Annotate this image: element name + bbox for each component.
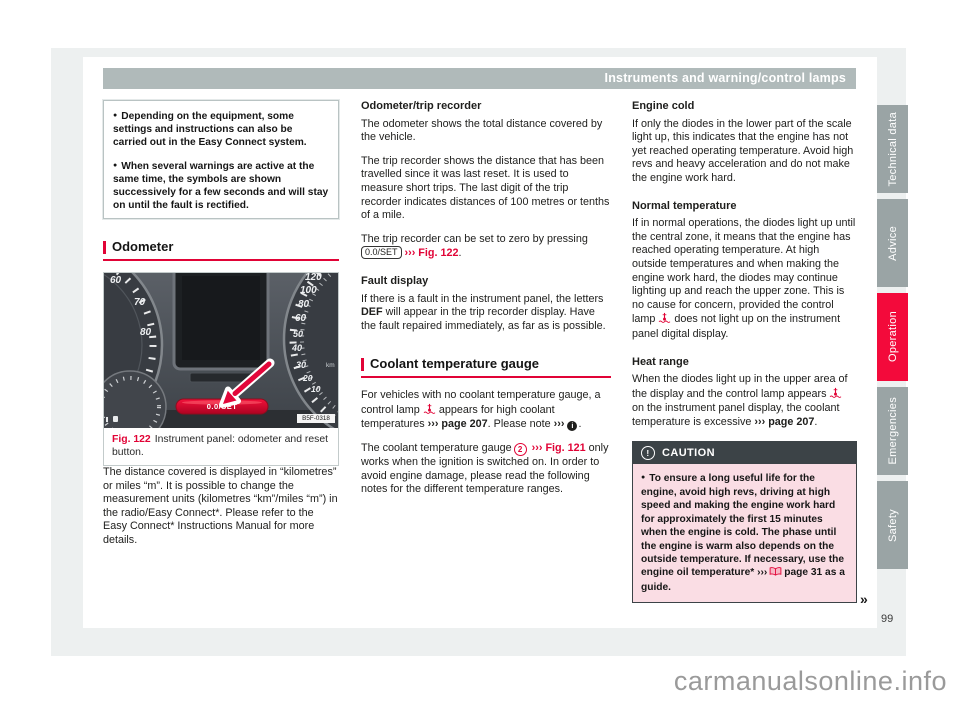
- text-segment: The trip recorder can be set to zero by pressing: [361, 232, 588, 245]
- page-reference: ››› page 207: [754, 415, 815, 428]
- text-segment: For vehicles with no coolant temperature gauge, a control lamp: [361, 388, 601, 416]
- tab-label: Operation: [886, 311, 899, 363]
- coolant-temperature-icon: [829, 387, 842, 403]
- section-title-coolant: Coolant temperature gauge: [361, 357, 611, 378]
- sidebar-tab-advice: [877, 199, 908, 287]
- paragraph: If only the diodes in the lower part of the scale light up, this indicates that the engine has not yet reached operating temperature. Avoid high revs and heavy acceleration and do not make the engine work hard.: [632, 117, 854, 184]
- notice-text: When several warnings are active at the same time, the symbols are shown successively for a few seconds and will stay on until the fault is rectified.: [113, 160, 329, 212]
- speedometer-number: 20: [303, 373, 313, 384]
- paragraph: [361, 389, 611, 432]
- def-code: DEF: [361, 306, 383, 319]
- text-segment: appears for high coolant temperatures: [361, 403, 555, 431]
- chapter-title: Instruments and warning/control lamps: [604, 71, 846, 85]
- speedometer-number: 60: [295, 313, 307, 325]
- text-segment: does not light up on the instrument panel digital display.: [632, 313, 841, 340]
- continuation-marker: »: [860, 591, 868, 607]
- reference-chevrons: ›››: [757, 567, 768, 579]
- heading-odometer-trip-recorder: Odometer/trip recorder: [361, 100, 482, 112]
- speedometer-number: 80: [298, 299, 310, 311]
- figure-caption: [104, 428, 338, 465]
- sidebar-tab-safety: [877, 481, 908, 569]
- tab-label: Advice: [886, 225, 899, 261]
- text-segment: If there is a fault in the instrument panel, the letters: [361, 292, 604, 305]
- heading-normal-temperature: Normal temperature: [632, 199, 737, 212]
- odometer-body-paragraph: The distance covered is displayed in “kilometres” or miles “m”. It is possible to change the measurement units (kilometres “km”/miles “m”) in the radio/Easy Connect*. Please refer to the Easy Connect* Instructions Manual for more details.: [103, 466, 338, 546]
- text-segment: The coolant temperature gauge: [361, 441, 512, 454]
- notice-bullet-item: [113, 109, 329, 150]
- speedometer-unit-label: km: [326, 362, 335, 370]
- text-segment: only works when the ignition is switched on. In order to avoid engine damage, please read the following notes for the different temperature ranges.: [361, 441, 609, 496]
- tachometer-number: 70: [134, 297, 146, 309]
- text-segment: . Please note: [487, 418, 554, 431]
- text-segment: on the instrument panel display, the coolant temperature is excessive: [632, 402, 840, 428]
- paragraph: The trip recorder shows the distance that has been travelled since it was last reset. It is used to measure short trips. The last digit of the trip recorder indicates distances of 100 metres or tenths of a mile.: [361, 154, 610, 222]
- speedometer-number: 50: [293, 329, 304, 340]
- reset-key-cap: 0.0/SET: [361, 246, 402, 259]
- watermark: carmanualsonline.info: [673, 666, 947, 696]
- sidebar-tab-operation: [877, 293, 908, 381]
- tachometer-number: 60: [110, 275, 122, 287]
- speedometer-number: 30: [296, 360, 307, 371]
- speedometer-number: 40: [292, 343, 303, 354]
- tachometer-number: 80: [140, 327, 152, 339]
- speedometer-number: 100: [300, 285, 317, 297]
- notice-bullet-item: [113, 159, 329, 213]
- right-column: [632, 100, 857, 603]
- middle-column: [361, 100, 611, 507]
- speedometer-number: 120: [305, 273, 322, 284]
- bullet-icon: ●: [641, 474, 646, 482]
- figure-reference: ››› Fig. 122: [404, 247, 459, 260]
- paragraph: [632, 373, 857, 429]
- note-icon: i: [567, 421, 577, 431]
- speedometer-number: 10: [311, 384, 321, 395]
- section-title-odometer: Odometer: [103, 240, 339, 261]
- figure-122: [103, 272, 339, 466]
- text-segment: as a guide.: [641, 567, 845, 593]
- sidebar-tab-technical-data: [877, 105, 908, 193]
- notice-text: Depending on the equipment, some settings and instructions can also be carried out in the Easy Connect system.: [113, 111, 307, 149]
- caution-box: [632, 441, 857, 603]
- heading-engine-cold: Engine cold: [632, 100, 695, 112]
- reset-button-label: 0.0/SET: [206, 402, 238, 412]
- paragraph: [361, 233, 611, 261]
- bullet-icon: ●: [113, 161, 118, 169]
- chapter-header: [103, 68, 856, 89]
- figure-reference: ››› Fig. 121: [531, 441, 586, 454]
- bullet-icon: ●: [113, 112, 118, 119]
- circled-number-2-icon: 2: [514, 443, 527, 456]
- book-reference-icon: [769, 567, 782, 580]
- tab-label: Emergencies: [886, 397, 899, 465]
- page-reference: ››› page 207: [427, 418, 488, 431]
- caution-icon: !: [641, 446, 655, 460]
- text-segment: .: [814, 415, 818, 428]
- paragraph: The odometer shows the total distance covered by the vehicle.: [361, 117, 603, 144]
- notice-box: [103, 100, 339, 219]
- left-column: [103, 100, 339, 558]
- page-reference: page 31: [784, 567, 823, 579]
- coolant-temperature-icon: [658, 312, 671, 328]
- paragraph: [632, 217, 857, 341]
- tab-label: Safety: [886, 508, 899, 542]
- heading-fault-display: Fault display: [361, 274, 429, 287]
- text-segment: When the diodes light up in the upper area of the display and the control lamp appears: [632, 373, 848, 400]
- heading-heat-range: Heat range: [632, 355, 689, 368]
- text-segment: If in normal operations, the diodes light up until the central zone, it means that the engine has reached operating temperature. At high outside temperatures and when making the engine work hard, the diodes may continue lighting up and reach the upper zone. This is no cause for concern, provided the control lamp: [632, 217, 856, 326]
- text-segment: will appear in the trip recorder display. Have the fault repaired immediately, as far as is possible.: [361, 306, 606, 332]
- paragraph: [361, 293, 611, 334]
- figure-caption-text: Instrument panel: odometer and reset button.: [112, 434, 328, 459]
- caution-body: [633, 464, 856, 602]
- text-segment: .: [458, 247, 462, 260]
- note-chevrons: ›››: [553, 418, 565, 431]
- sidebar-tab-emergencies: [877, 387, 908, 475]
- caution-header: [633, 442, 856, 464]
- text-segment: To ensure a long useful life for the engine, avoid high revs, driving at high speed and making the engine work hard for approximately the first 15 minutes when the engine is cold. The phase until the engine is warm also depends on the outside temperature. If necessary, use the engine oil temperature*: [641, 473, 845, 579]
- paragraph: [361, 442, 611, 497]
- figure-image-code: B5F-0318: [297, 414, 335, 423]
- coolant-temperature-icon: [423, 403, 436, 419]
- tab-label: Technical data: [886, 111, 899, 187]
- figure-caption-label: Fig. 122: [112, 434, 151, 446]
- caution-title: CAUTION: [662, 446, 715, 459]
- page-number: 99: [881, 613, 894, 625]
- instrument-panel-image: [104, 273, 338, 428]
- text-segment: .: [578, 418, 582, 431]
